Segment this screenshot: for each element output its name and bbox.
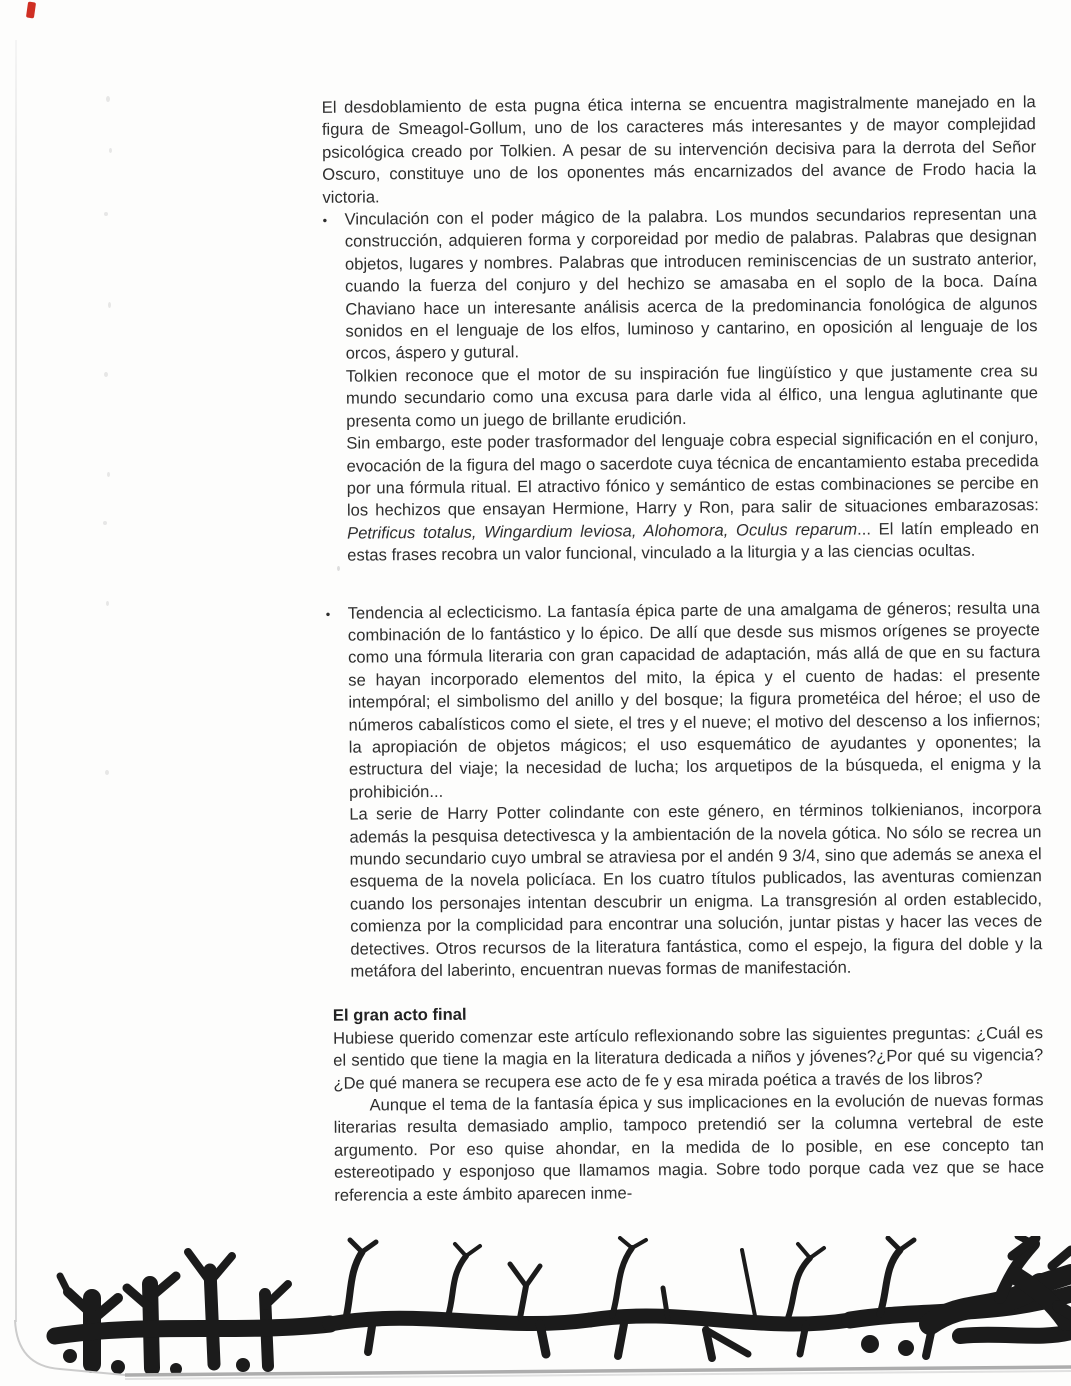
section-heading: El gran acto final — [332, 1005, 467, 1026]
paragraph: Aunque el tema de la fantasía épica y sus implicaciones en la evolución de nuevas formas literarias resulta demasiado amplio, tampoco pretendió ser la columna vertebral de este argumento. Por eso quise ahondar, en la medida de lo posible, en ese concepto tan estereotipado y esponjoso que llamamos magia. Sobre todo porque cada vez que se hace referencia a este ámbito aparecen inme- — [333, 1090, 1045, 1205]
article-text-column — [322, 91, 1045, 1207]
spell-names-italic: Petrificus totalus, Wingardium leviosa, Alohomora, Oculus reparum — [347, 519, 858, 543]
bullet-icon: • — [322, 212, 328, 228]
paragraph: Vinculación con el poder mágico de la palabra. Los mundos secundarios representan una construcción, adquieren forma y corporeidad por medio de palabras. Palabras que designan objetos, lugares y nombres. Palabras que introducen reminiscencias de un sustrato anterior, cuando la fuerza del conjuro y del hechizo se amasaba en el soplo de la boca. Daína Chaviano hace un interesante análisis acerca de la predominancia fonológica de algunos sonidos en el lenguaje de los elfos, luminoso y cantarino, en oposición al lenguaje de los orcos, áspero y gutural. — [344, 204, 1038, 364]
paragraph: Hubiese querido comenzar este artículo reflexionando sobre las siguientes preguntas: ¿Cuál es el sentido que tiene la magia en la literatura dedicada a niños y jóvenes?¿Por qué su vigencia?¿De qué manera se recupera ese acto de fe y esa mirada poética a través de los libros? — [332, 1023, 1044, 1093]
bullet-body — [348, 597, 1043, 983]
page-edge-left — [15, 40, 17, 1322]
final-section — [333, 1000, 1045, 1207]
paragraph-intro: El desdoblamiento de esta pugna ética interna se encuentra magistralmente manejado en la figura de Smeagol-Gollum, uno de los caracteres más interesantes y de mayor complejidad psicológica creado por Tolkien. A pesar de su intervención decisiva para la derrota del Señor Oscuro, constituye uno de los oponentes más encarnizados del avance de Frodo hacia la victoria. — [321, 92, 1037, 207]
paragraph-segment: ... El latín empleado en estas frases recobra un valor funcional, vinculado a la liturgia y a las ciencias ocultas. — [347, 517, 1040, 565]
paragraph: Tendencia al eclecticismo. La fantasía épica parte de una amalgama de géneros; resulta una combinación de lo fantástico y lo épico. De allí que desde sus mismos orígenes se proyecte como una fórmula literaria con gran capacidad de adaptación, más allá de que en su factura se hayan incorporado elementos del mito, la épica y el cuento de hadas: el presente intempóral; el simbolismo del anillo y del bosque; la figura prometéica del héroe; el uso de números cabalísticos como el siete, el tres y el nueve; el motivo del descenso a los infiernos; la apropiación de objetos mágicos; el uso esquemático de ayudantes y oponentes; la estructura del viaje; la necesidad de lucha; los arquetipos de la búsqueda, el enigma y la prohibición... — [347, 597, 1041, 802]
red-scan-mark — [26, 2, 36, 19]
paragraph: Tolkien reconoce que el motor de su inspiración fue lingüístico y que justamente crea su mundo secundario como una excusa para darle vida al élfico, una lengua aglutinante que presenta como un juego de brillante erudición. — [345, 361, 1039, 431]
bullet-body — [345, 203, 1040, 567]
paragraph — [346, 427, 1039, 567]
paragraph: La serie de Harry Potter colindante con este género, en términos tolkienianos, incorpora además la pesquisa detectivesca y la ambientación de la novela gótica. No sólo se recrea un mundo secundario cuyo umbral se atraviesa por el andén 9 3/4, sino que además se anexa el esquema de la novela policíaca. En los cuatro títulos publicados, las aventuras comienzan cuando los personajes intentan descubrir un enigma. La transgresión al orden establecido, comienza por la complicidad para encontrar una solución, juntar pistas y hacer las veces de detectives. Otros recursos de la literatura fantástica, como el espejo, la figura del doble y la metáfora del laberinto, encuentran nuevas formas de manifestación. — [349, 799, 1043, 981]
branch-coral-artwork-illustration — [0, 1236, 1071, 1386]
paragraph-segment: Sin embargo, este poder trasformador del lenguaje cobra especial significación en el conjuro, evocación de la figura del mago o sacerdote cuya técnica de encantamiento estaba precedida por una fórmula ritual. El atractivo fónico y semántico de estas combinaciones se percibe en los hechizos que ensayan Hermione, Harry y Ron, para salir de situaciones embarazosas: — [346, 428, 1039, 520]
bullet-item-eclecticismo — [326, 597, 1043, 984]
bullet-icon: • — [325, 606, 331, 622]
bullet-item-palabra — [323, 203, 1040, 567]
